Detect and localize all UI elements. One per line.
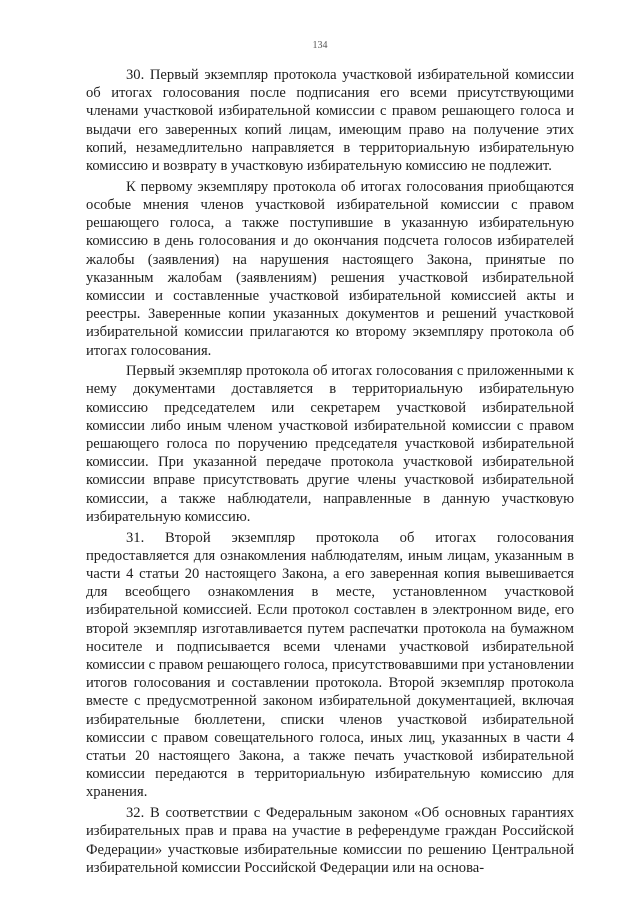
page-number: 134 [312, 40, 328, 51]
paragraph-attachments: К первому экземпляру протокола об итогах голосования приобщаются особые мнения членов участковой избирательной комиссии с правом решающего голоса, а также поступившие в указанную избирательную комиссию в день голосования и до окончания подсчета голосов избирателей жалобы (заявления) на нарушения настоящего Закона, принятые по указанным жалобам (заявлениям) решения участковой избирательной комиссии и составленные участковой избирательной комиссией акты и реестры. Заверенные копии указанных документов и решений участковой избирательной комиссии прилагаются ко второму экземпляру протокола об итогах голосования. [86, 178, 574, 359]
paragraph-30-first-copy: 30. Первый экземпляр протокола участковой избирательной комиссии об итогах голосования после подписания его всеми присутствующими членами участковой избирательной комиссии с правом решающего голоса и выдачи его заверенных копий лицам, имеющим право на получение этих копий, незамедлительно направляется в территориальную избирательную комиссию и возврату в участковую избирательную комиссию не подлежит. [86, 67, 574, 175]
document-body [86, 66, 574, 879]
paragraph-32-federal-law: 32. В соответствии с Федеральным законом «Об основных гарантиях избирательных прав и права на участие в референдуме граждан Российской Федерации» участковые избирательные комиссии по решению Центральной избирательной комиссии Российской Федерации или на основа- [86, 805, 574, 876]
paragraph-delivery: Первый экземпляр протокола об итогах голосования с приложенными к нему документами доставляется в территориальную избирательную комиссию председателем или секретарем участковой избирательной комиссии либо иным членом участковой избирательной комиссии с правом решающего голоса по поручению председателя участковой избирательной комиссии. При указанной передаче протокола участковой избирательной комиссии вправе присутствовать другие члены участковой избирательной комиссии, а также наблюдатели, направленные в данную участковую избирательную комиссию. [86, 363, 574, 525]
paragraph-31-second-copy: 31. Второй экземпляр протокола об итогах голосования предоставляется для ознакомления наблюдателям, иным лицам, указанным в части 4 статьи 20 настоящего Закона, а его заверенная копия вывешивается для всеобщего ознакомления в месте, установленном участковой избирательной комиссией. Если протокол составлен в электронном виде, его второй экземпляр изготавливается путем распечатки протокола на бумажном носителе и подписывается всеми членами участковой избирательной комиссии с правом решающего голоса, присутствовавшими при установлении итогов голосования и составлении протокола. Второй экземпляр протокола вместе с предусмотренной законом избирательной документацией, включая избирательные бюллетени, списки членов участковой избирательной комиссии с правом совещательного голоса, иных лиц, указанных в части 4 статьи 20 настоящего Закона, а также печать участковой избирательной комиссии передаются в территориальную избирательную комиссию для хранения. [86, 529, 574, 801]
